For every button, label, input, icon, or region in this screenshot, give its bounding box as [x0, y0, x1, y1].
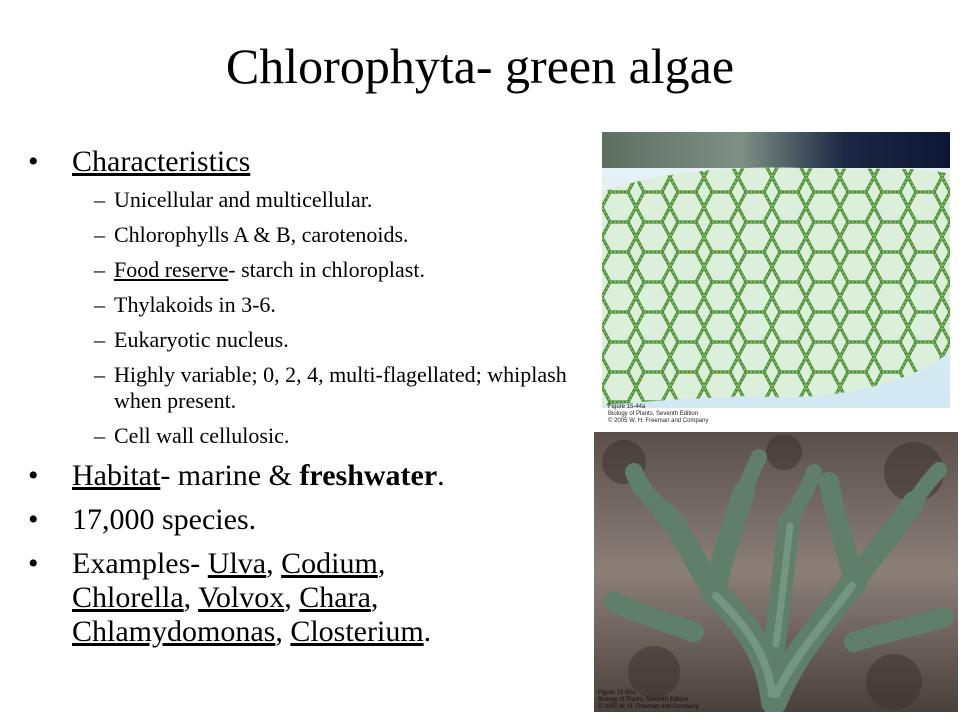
characteristics-heading: Characteristics	[72, 145, 251, 178]
water-net-photo	[602, 132, 950, 428]
sub-item-text: Eukaryotic nucleus.	[114, 327, 289, 352]
sub-item-text: Chlorophylls A & B, carotenoids.	[114, 222, 409, 247]
dash-glyph: –	[94, 292, 105, 317]
species-text: 17,000 species.	[72, 503, 257, 536]
example-separator: ,	[377, 547, 386, 580]
top-photo-credit	[608, 404, 708, 425]
dash-glyph: –	[94, 423, 105, 448]
sub-item-text: Unicellular and multicellular.	[114, 187, 373, 212]
top-caption-copyright: © 2005 W. H. Freeman and Company	[608, 418, 709, 424]
examples-lead: Examples-	[72, 547, 208, 580]
sub-item-thylakoids	[72, 292, 588, 318]
example-volvox: Volvox	[198, 581, 285, 614]
habitat-bold: freshwater	[299, 459, 438, 492]
bullet-habitat	[28, 459, 588, 493]
sub-item-nucleus	[72, 327, 588, 353]
example-separator: ,	[266, 547, 282, 580]
dash-glyph: –	[94, 222, 105, 247]
example-closterium: Closterium	[290, 615, 424, 648]
habitat-term: Habitat	[72, 459, 161, 492]
sub-item-text: Highly variable; 0, 2, 4, multi-flagellated; whiplash when present.	[114, 362, 567, 413]
bullet-glyph: •	[28, 547, 39, 580]
example-separator: ,	[275, 615, 291, 648]
example-separator: ,	[284, 581, 300, 614]
sub-item-text: - starch in chloroplast.	[228, 257, 425, 282]
codium-photo	[594, 432, 958, 712]
sub-item-cellularity	[72, 187, 588, 213]
example-separator: ,	[183, 581, 199, 614]
habitat-end: .	[437, 459, 445, 492]
bullet-glyph: •	[28, 503, 39, 536]
slide-title: Chlorophyta- green algae	[225, 38, 735, 94]
example-ulva: Ulva	[207, 547, 267, 580]
example-chlorella: Chlorella	[72, 581, 184, 614]
sub-item-flagella	[72, 362, 588, 414]
characteristics-sublist	[72, 187, 588, 449]
dash-glyph: –	[94, 362, 105, 387]
main-bullet-list	[28, 145, 588, 649]
bullet-species	[28, 503, 588, 537]
slide-body	[28, 145, 588, 659]
bullet-characteristics	[28, 145, 588, 449]
habitat-text: - marine &	[160, 459, 300, 492]
example-chara: Chara	[299, 581, 371, 614]
bottom-caption-figure: Figure 15-50a	[598, 690, 636, 696]
bottom-caption-copyright: © 2005 W. H. Freeman and Company	[598, 704, 699, 710]
example-chlamydomonas: Chlamydomonas	[72, 615, 276, 648]
bottom-photo-credit	[598, 690, 698, 711]
examples-end: .	[423, 615, 432, 648]
sub-item-text: Thylakoids in 3-6.	[114, 292, 276, 317]
top-caption-book: Biology of Plants, Seventh Edition	[608, 411, 699, 417]
example-separator: ,	[370, 581, 379, 614]
sub-item-chlorophylls	[72, 222, 588, 248]
bullet-glyph: •	[28, 145, 39, 178]
sub-item-cell-wall	[72, 423, 588, 449]
dash-glyph: –	[94, 187, 105, 212]
dash-glyph: –	[94, 327, 105, 352]
dash-glyph: –	[94, 257, 105, 282]
bullet-glyph: •	[28, 459, 39, 492]
example-codium: Codium	[281, 547, 378, 580]
bottom-caption-book: Biology of Plants, Seventh Edition	[598, 697, 689, 703]
algal-net-illustration	[602, 162, 950, 406]
sub-item-food-reserve	[72, 257, 588, 283]
top-caption-figure: Figure 15-44a	[608, 404, 646, 410]
bullet-examples	[28, 547, 588, 649]
codium-illustration	[594, 432, 958, 712]
sub-item-text: Cell wall cellulosic.	[114, 423, 290, 448]
food-reserve-term: Food reserve	[114, 257, 229, 282]
